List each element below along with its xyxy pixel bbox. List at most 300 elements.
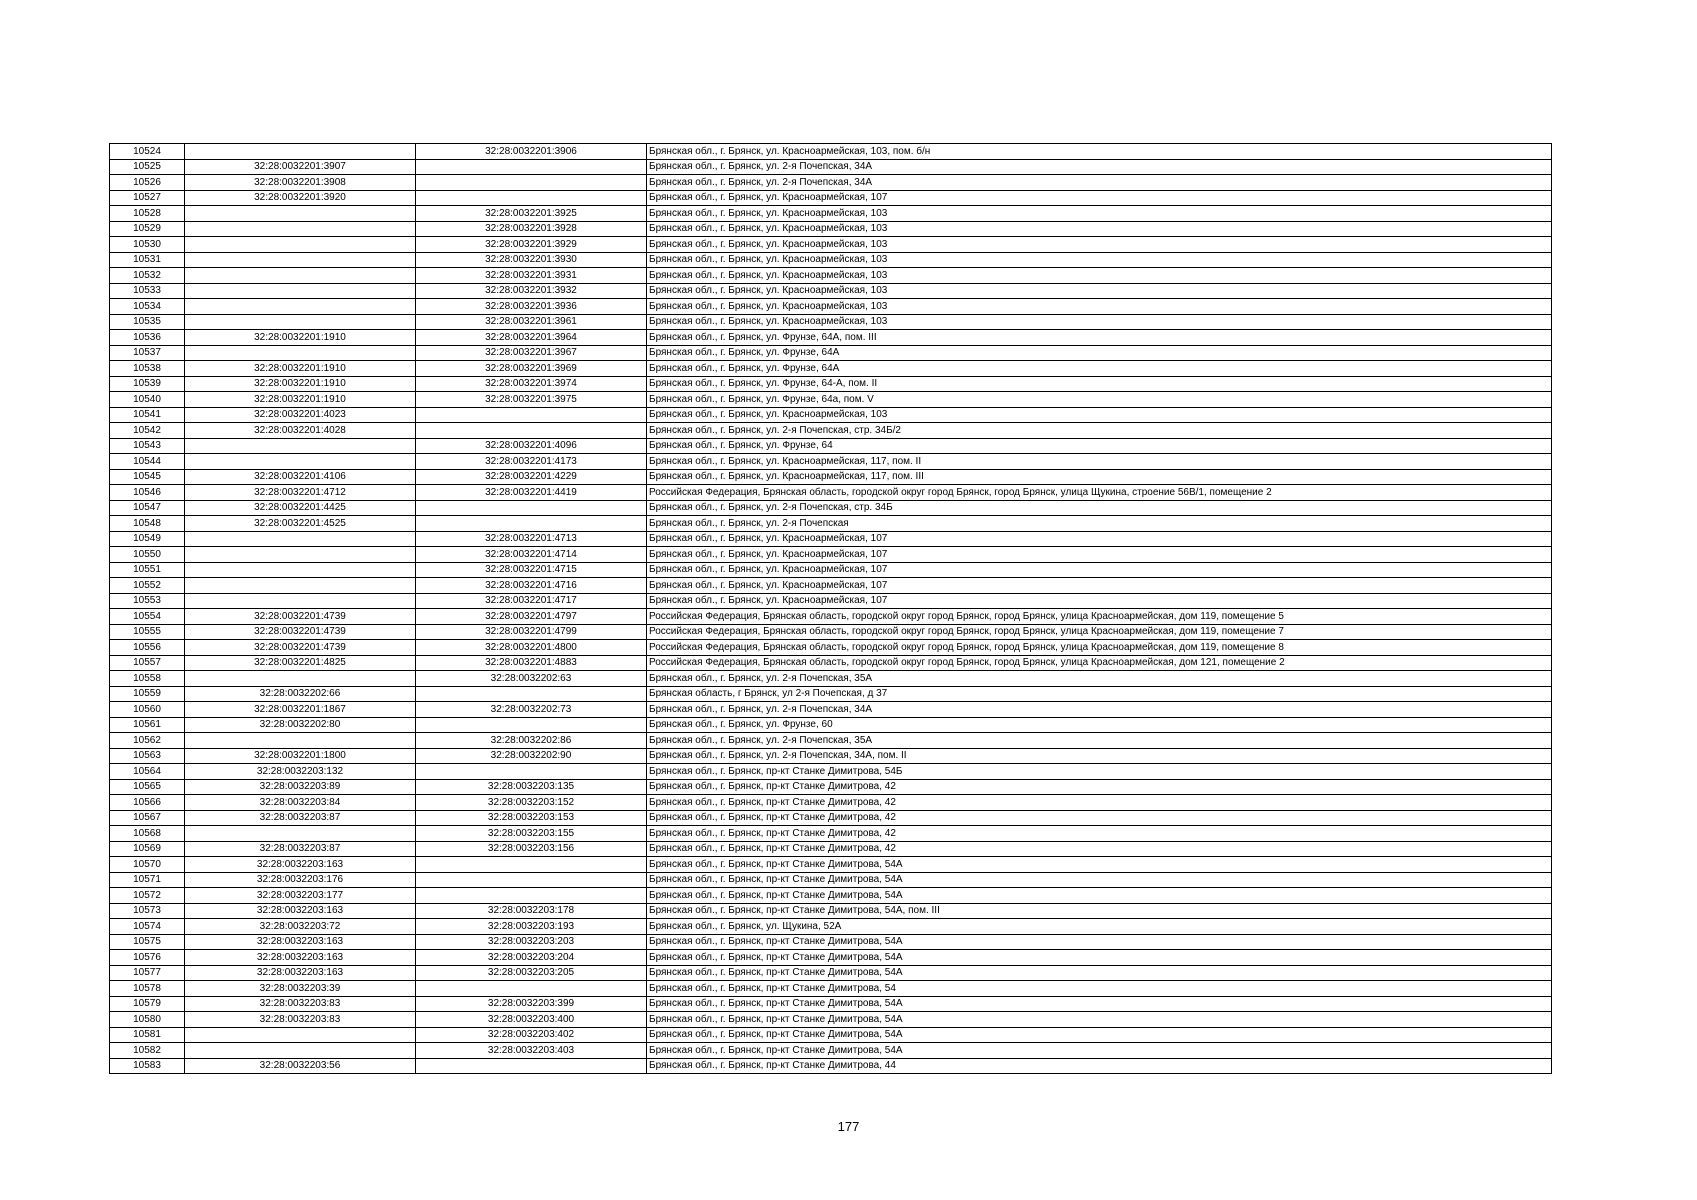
row-number-cell: 10537 bbox=[110, 345, 185, 361]
table-row bbox=[110, 686, 1552, 702]
row-number-cell: 10539 bbox=[110, 376, 185, 392]
row-number-cell: 10563 bbox=[110, 748, 185, 764]
row-number-cell: 10548 bbox=[110, 516, 185, 532]
row-number-cell: 10568 bbox=[110, 826, 185, 842]
object-cadastral-number-cell: 32:28:0032201:4883 bbox=[416, 655, 647, 671]
table-row bbox=[110, 593, 1552, 609]
object-cadastral-number-cell: 32:28:0032201:4716 bbox=[416, 578, 647, 594]
table-row bbox=[110, 717, 1552, 733]
table-row bbox=[110, 547, 1552, 563]
table-row bbox=[110, 748, 1552, 764]
address-cell: Брянская обл., г. Брянск, ул. Красноармейская, 103 bbox=[647, 283, 1552, 299]
table-row bbox=[110, 144, 1552, 160]
table-row bbox=[110, 578, 1552, 594]
address-cell: Брянская обл., г. Брянск, ул. Красноармейская, 117, пом. III bbox=[647, 469, 1552, 485]
table-row bbox=[110, 903, 1552, 919]
row-number-cell: 10543 bbox=[110, 438, 185, 454]
row-number-cell: 10549 bbox=[110, 531, 185, 547]
table-row bbox=[110, 562, 1552, 578]
row-number-cell: 10573 bbox=[110, 903, 185, 919]
table-row bbox=[110, 764, 1552, 780]
cadastral-number-cell: 32:28:0032203:176 bbox=[185, 872, 416, 888]
row-number-cell: 10581 bbox=[110, 1027, 185, 1043]
object-cadastral-number-cell: 32:28:0032201:3931 bbox=[416, 268, 647, 284]
table-row bbox=[110, 237, 1552, 253]
address-cell: Брянская обл., г. Брянск, ул. Красноармейская, 103 bbox=[647, 407, 1552, 423]
address-cell: Брянская обл., г. Брянск, ул. Красноармейская, 107 bbox=[647, 578, 1552, 594]
address-cell: Брянская обл., г. Брянск, ул. 2-я Почепская, стр. 34Б/2 bbox=[647, 423, 1552, 439]
row-number-cell: 10575 bbox=[110, 934, 185, 950]
object-cadastral-number-cell: 32:28:0032202:90 bbox=[416, 748, 647, 764]
row-number-cell: 10525 bbox=[110, 159, 185, 175]
object-cadastral-number-cell: 32:28:0032201:4800 bbox=[416, 640, 647, 656]
row-number-cell: 10530 bbox=[110, 237, 185, 253]
row-number-cell: 10571 bbox=[110, 872, 185, 888]
object-cadastral-number-cell: 32:28:0032203:155 bbox=[416, 826, 647, 842]
address-cell: Брянская обл., г. Брянск, ул. Фрунзе, 64А, пом. III bbox=[647, 330, 1552, 346]
cadastral-number-cell: 32:28:0032203:84 bbox=[185, 795, 416, 811]
object-cadastral-number-cell bbox=[416, 516, 647, 532]
object-cadastral-number-cell bbox=[416, 423, 647, 439]
table-row bbox=[110, 996, 1552, 1012]
cadastral-number-cell: 32:28:0032203:56 bbox=[185, 1058, 416, 1074]
cadastral-number-cell bbox=[185, 1027, 416, 1043]
table-row bbox=[110, 407, 1552, 423]
object-cadastral-number-cell bbox=[416, 500, 647, 516]
cadastral-number-cell: 32:28:0032201:3907 bbox=[185, 159, 416, 175]
table-row bbox=[110, 376, 1552, 392]
cadastral-number-cell: 32:28:0032201:4425 bbox=[185, 500, 416, 516]
cadastral-number-cell: 32:28:0032203:163 bbox=[185, 903, 416, 919]
object-cadastral-number-cell: 32:28:0032203:153 bbox=[416, 810, 647, 826]
cadastral-number-cell bbox=[185, 671, 416, 687]
address-cell: Брянская обл., г. Брянск, пр-кт Станке Димитрова, 42 bbox=[647, 841, 1552, 857]
address-cell: Брянская обл., г. Брянск, пр-кт Станке Димитрова, 54А bbox=[647, 1043, 1552, 1059]
object-cadastral-number-cell: 32:28:0032201:3967 bbox=[416, 345, 647, 361]
address-cell: Брянская обл., г. Брянск, пр-кт Станке Димитрова, 54А, пом. III bbox=[647, 903, 1552, 919]
table-row bbox=[110, 872, 1552, 888]
object-cadastral-number-cell bbox=[416, 888, 647, 904]
address-cell: Брянская обл., г. Брянск, ул. Фрунзе, 64а, пом. V bbox=[647, 392, 1552, 408]
row-number-cell: 10546 bbox=[110, 485, 185, 501]
page-number: 177 bbox=[837, 1119, 860, 1134]
row-number-cell: 10529 bbox=[110, 221, 185, 237]
table-row bbox=[110, 345, 1552, 361]
cadastral-number-cell bbox=[185, 299, 416, 315]
address-cell: Брянская обл., г. Брянск, пр-кт Станке Димитрова, 54Б bbox=[647, 764, 1552, 780]
address-cell: Брянская обл., г. Брянск, ул. Красноармейская, 103 bbox=[647, 237, 1552, 253]
row-number-cell: 10556 bbox=[110, 640, 185, 656]
address-cell: Брянская обл., г. Брянск, ул. Красноармейская, 103 bbox=[647, 314, 1552, 330]
table-row bbox=[110, 810, 1552, 826]
address-cell: Брянская обл., г. Брянск, ул. Фрунзе, 64 bbox=[647, 438, 1552, 454]
row-number-cell: 10536 bbox=[110, 330, 185, 346]
table-row bbox=[110, 981, 1552, 997]
cadastral-number-cell bbox=[185, 221, 416, 237]
object-cadastral-number-cell: 32:28:0032201:4714 bbox=[416, 547, 647, 563]
cadastral-number-cell: 32:28:0032201:4028 bbox=[185, 423, 416, 439]
object-cadastral-number-cell: 32:28:0032201:4229 bbox=[416, 469, 647, 485]
object-cadastral-number-cell: 32:28:0032203:135 bbox=[416, 779, 647, 795]
object-cadastral-number-cell: 32:28:0032203:178 bbox=[416, 903, 647, 919]
cadastral-number-cell bbox=[185, 578, 416, 594]
row-number-cell: 10545 bbox=[110, 469, 185, 485]
cadastral-number-cell: 32:28:0032202:66 bbox=[185, 686, 416, 702]
cadastral-number-cell bbox=[185, 237, 416, 253]
cadastral-number-cell bbox=[185, 547, 416, 563]
row-number-cell: 10541 bbox=[110, 407, 185, 423]
object-cadastral-number-cell bbox=[416, 857, 647, 873]
row-number-cell: 10570 bbox=[110, 857, 185, 873]
table-row bbox=[110, 888, 1552, 904]
object-cadastral-number-cell bbox=[416, 717, 647, 733]
row-number-cell: 10550 bbox=[110, 547, 185, 563]
row-number-cell: 10574 bbox=[110, 919, 185, 935]
cadastral-number-cell bbox=[185, 438, 416, 454]
table-row bbox=[110, 361, 1552, 377]
row-number-cell: 10583 bbox=[110, 1058, 185, 1074]
cadastral-number-cell: 32:28:0032201:3920 bbox=[185, 190, 416, 206]
address-cell: Брянская обл., г. Брянск, пр-кт Станке Димитрова, 54А bbox=[647, 872, 1552, 888]
row-number-cell: 10553 bbox=[110, 593, 185, 609]
table-row bbox=[110, 454, 1552, 470]
cadastral-number-cell: 32:28:0032201:4106 bbox=[185, 469, 416, 485]
cadastral-number-cell: 32:28:0032203:89 bbox=[185, 779, 416, 795]
address-cell: Брянская обл., г. Брянск, ул. Красноармейская, 107 bbox=[647, 547, 1552, 563]
table-row bbox=[110, 206, 1552, 222]
table-row bbox=[110, 500, 1552, 516]
object-cadastral-number-cell: 32:28:0032202:63 bbox=[416, 671, 647, 687]
cadastral-number-cell bbox=[185, 252, 416, 268]
row-number-cell: 10566 bbox=[110, 795, 185, 811]
cadastral-number-cell bbox=[185, 531, 416, 547]
address-cell: Брянская обл., г. Брянск, пр-кт Станке Димитрова, 54 bbox=[647, 981, 1552, 997]
cadastral-number-cell bbox=[185, 1043, 416, 1059]
address-cell: Брянская обл., г. Брянск, ул. Красноармейская, 107 bbox=[647, 531, 1552, 547]
row-number-cell: 10544 bbox=[110, 454, 185, 470]
cadastral-number-cell: 32:28:0032203:72 bbox=[185, 919, 416, 935]
address-cell: Брянская обл., г. Брянск, пр-кт Станке Димитрова, 54А bbox=[647, 965, 1552, 981]
object-cadastral-number-cell: 32:28:0032201:3936 bbox=[416, 299, 647, 315]
object-cadastral-number-cell: 32:28:0032201:4797 bbox=[416, 609, 647, 625]
cadastral-number-cell: 32:28:0032203:132 bbox=[185, 764, 416, 780]
object-cadastral-number-cell: 32:28:0032201:4096 bbox=[416, 438, 647, 454]
row-number-cell: 10527 bbox=[110, 190, 185, 206]
row-number-cell: 10547 bbox=[110, 500, 185, 516]
address-cell: Российская Федерация, Брянская область, городской округ город Брянск, город Брянск, улица Красноармейская, дом 119, помещение 7 bbox=[647, 624, 1552, 640]
row-number-cell: 10580 bbox=[110, 1012, 185, 1028]
registry-table-body bbox=[110, 144, 1552, 1074]
cadastral-number-cell: 32:28:0032203:163 bbox=[185, 965, 416, 981]
row-number-cell: 10561 bbox=[110, 717, 185, 733]
row-number-cell: 10538 bbox=[110, 361, 185, 377]
table-row bbox=[110, 671, 1552, 687]
table-row bbox=[110, 609, 1552, 625]
object-cadastral-number-cell: 32:28:0032203:152 bbox=[416, 795, 647, 811]
row-number-cell: 10542 bbox=[110, 423, 185, 439]
address-cell: Брянская обл., г. Брянск, пр-кт Станке Димитрова, 54А bbox=[647, 1027, 1552, 1043]
object-cadastral-number-cell: 32:28:0032201:4717 bbox=[416, 593, 647, 609]
cadastral-number-cell: 32:28:0032203:87 bbox=[185, 810, 416, 826]
address-cell: Брянская обл., г. Брянск, ул. Щукина, 52А bbox=[647, 919, 1552, 935]
address-cell: Брянская обл., г. Брянск, ул. Красноармейская, 103 bbox=[647, 252, 1552, 268]
row-number-cell: 10555 bbox=[110, 624, 185, 640]
cadastral-number-cell bbox=[185, 314, 416, 330]
object-cadastral-number-cell: 32:28:0032203:399 bbox=[416, 996, 647, 1012]
cadastral-number-cell: 32:28:0032203:87 bbox=[185, 841, 416, 857]
registry-table bbox=[109, 143, 1552, 1074]
cadastral-number-cell: 32:28:0032201:4825 bbox=[185, 655, 416, 671]
table-row bbox=[110, 423, 1552, 439]
row-number-cell: 10559 bbox=[110, 686, 185, 702]
table-row bbox=[110, 392, 1552, 408]
row-number-cell: 10579 bbox=[110, 996, 185, 1012]
object-cadastral-number-cell: 32:28:0032203:205 bbox=[416, 965, 647, 981]
table-row bbox=[110, 314, 1552, 330]
address-cell: Брянская обл., г. Брянск, пр-кт Станке Димитрова, 42 bbox=[647, 826, 1552, 842]
address-cell: Брянская обл., г. Брянск, ул. Фрунзе, 64А bbox=[647, 361, 1552, 377]
cadastral-number-cell: 32:28:0032201:4712 bbox=[185, 485, 416, 501]
cadastral-number-cell: 32:28:0032202:80 bbox=[185, 717, 416, 733]
cadastral-number-cell bbox=[185, 144, 416, 160]
table-row bbox=[110, 795, 1552, 811]
table-row bbox=[110, 779, 1552, 795]
table-row bbox=[110, 857, 1552, 873]
table-row bbox=[110, 841, 1552, 857]
address-cell: Брянская обл., г. Брянск, ул. 2-я Почепская, 35А bbox=[647, 733, 1552, 749]
object-cadastral-number-cell bbox=[416, 764, 647, 780]
object-cadastral-number-cell bbox=[416, 175, 647, 191]
table-row bbox=[110, 268, 1552, 284]
address-cell: Брянская обл., г. Брянск, пр-кт Станке Димитрова, 42 bbox=[647, 795, 1552, 811]
cadastral-number-cell: 32:28:0032203:83 bbox=[185, 996, 416, 1012]
cadastral-number-cell: 32:28:0032203:39 bbox=[185, 981, 416, 997]
cadastral-number-cell: 32:28:0032203:177 bbox=[185, 888, 416, 904]
cadastral-number-cell: 32:28:0032201:1910 bbox=[185, 376, 416, 392]
cadastral-number-cell bbox=[185, 593, 416, 609]
row-number-cell: 10564 bbox=[110, 764, 185, 780]
address-cell: Брянская обл., г. Брянск, ул. Фрунзе, 64А bbox=[647, 345, 1552, 361]
cadastral-number-cell: 32:28:0032201:1867 bbox=[185, 702, 416, 718]
table-row bbox=[110, 640, 1552, 656]
table-row bbox=[110, 531, 1552, 547]
table-row bbox=[110, 252, 1552, 268]
row-number-cell: 10565 bbox=[110, 779, 185, 795]
row-number-cell: 10534 bbox=[110, 299, 185, 315]
address-cell: Брянская обл., г. Брянск, ул. Красноармейская, 103 bbox=[647, 206, 1552, 222]
row-number-cell: 10552 bbox=[110, 578, 185, 594]
table-row bbox=[110, 469, 1552, 485]
address-cell: Брянская обл., г. Брянск, ул. Красноармейская, 107 bbox=[647, 593, 1552, 609]
cadastral-number-cell: 32:28:0032203:83 bbox=[185, 1012, 416, 1028]
object-cadastral-number-cell bbox=[416, 981, 647, 997]
cadastral-number-cell: 32:28:0032201:1910 bbox=[185, 392, 416, 408]
table-row bbox=[110, 934, 1552, 950]
address-cell: Брянская обл., г. Брянск, пр-кт Станке Димитрова, 42 bbox=[647, 810, 1552, 826]
table-row bbox=[110, 299, 1552, 315]
address-cell: Брянская обл., г. Брянск, ул. 2-я Почепская, 34А bbox=[647, 159, 1552, 175]
address-cell: Брянская обл., г. Брянск, ул. Красноармейская, 107 bbox=[647, 190, 1552, 206]
table-row bbox=[110, 190, 1552, 206]
object-cadastral-number-cell: 32:28:0032201:4715 bbox=[416, 562, 647, 578]
table-row bbox=[110, 283, 1552, 299]
cadastral-number-cell bbox=[185, 562, 416, 578]
address-cell: Брянская обл., г. Брянск, пр-кт Станке Димитрова, 54А bbox=[647, 934, 1552, 950]
table-row bbox=[110, 516, 1552, 532]
table-row bbox=[110, 624, 1552, 640]
cadastral-number-cell: 32:28:0032203:163 bbox=[185, 857, 416, 873]
address-cell: Брянская обл., г. Брянск, ул. Фрунзе, 60 bbox=[647, 717, 1552, 733]
address-cell: Брянская обл., г. Брянск, ул. Красноармейская, 103, пом. б/н bbox=[647, 144, 1552, 160]
cadastral-number-cell: 32:28:0032201:3908 bbox=[185, 175, 416, 191]
cadastral-number-cell: 32:28:0032201:1800 bbox=[185, 748, 416, 764]
object-cadastral-number-cell: 32:28:0032201:3975 bbox=[416, 392, 647, 408]
cadastral-number-cell bbox=[185, 268, 416, 284]
address-cell: Российская Федерация, Брянская область, городской округ город Брянск, город Брянск, улица Красноармейская, дом 119, помещение 8 bbox=[647, 640, 1552, 656]
object-cadastral-number-cell: 32:28:0032203:203 bbox=[416, 934, 647, 950]
object-cadastral-number-cell: 32:28:0032201:4419 bbox=[416, 485, 647, 501]
table-row bbox=[110, 159, 1552, 175]
table-row bbox=[110, 965, 1552, 981]
object-cadastral-number-cell: 32:28:0032201:3929 bbox=[416, 237, 647, 253]
address-cell: Российская Федерация, Брянская область, городской округ город Брянск, город Брянск, улица Красноармейская, дом 119, помещение 5 bbox=[647, 609, 1552, 625]
address-cell: Брянская обл., г. Брянск, пр-кт Станке Димитрова, 42 bbox=[647, 779, 1552, 795]
address-cell: Брянская обл., г. Брянск, ул. 2-я Почепская, 34А bbox=[647, 702, 1552, 718]
object-cadastral-number-cell: 32:28:0032201:3964 bbox=[416, 330, 647, 346]
object-cadastral-number-cell: 32:28:0032203:403 bbox=[416, 1043, 647, 1059]
cadastral-number-cell: 32:28:0032201:1910 bbox=[185, 361, 416, 377]
table-row bbox=[110, 1027, 1552, 1043]
address-cell: Брянская обл., г. Брянск, пр-кт Станке Димитрова, 54А bbox=[647, 888, 1552, 904]
row-number-cell: 10526 bbox=[110, 175, 185, 191]
object-cadastral-number-cell: 32:28:0032201:3932 bbox=[416, 283, 647, 299]
row-number-cell: 10554 bbox=[110, 609, 185, 625]
table-row bbox=[110, 1058, 1552, 1074]
object-cadastral-number-cell: 32:28:0032203:156 bbox=[416, 841, 647, 857]
object-cadastral-number-cell: 32:28:0032203:193 bbox=[416, 919, 647, 935]
address-cell: Брянская обл., г. Брянск, ул. Красноармейская, 103 bbox=[647, 299, 1552, 315]
cadastral-number-cell: 32:28:0032201:4525 bbox=[185, 516, 416, 532]
object-cadastral-number-cell: 32:28:0032203:402 bbox=[416, 1027, 647, 1043]
row-number-cell: 10582 bbox=[110, 1043, 185, 1059]
object-cadastral-number-cell bbox=[416, 190, 647, 206]
table-row bbox=[110, 330, 1552, 346]
object-cadastral-number-cell: 32:28:0032201:3961 bbox=[416, 314, 647, 330]
row-number-cell: 10532 bbox=[110, 268, 185, 284]
cadastral-number-cell: 32:28:0032201:4739 bbox=[185, 640, 416, 656]
object-cadastral-number-cell: 32:28:0032201:4799 bbox=[416, 624, 647, 640]
address-cell: Российская Федерация, Брянская область, городской округ город Брянск, город Брянск, улица Красноармейская, дом 121, помещение 2 bbox=[647, 655, 1552, 671]
address-cell: Брянская обл., г. Брянск, ул. Красноармейская, 117, пом. II bbox=[647, 454, 1552, 470]
table-row bbox=[110, 919, 1552, 935]
cadastral-number-cell bbox=[185, 345, 416, 361]
address-cell: Брянская обл., г. Брянск, ул. 2-я Почепская, стр. 34Б bbox=[647, 500, 1552, 516]
row-number-cell: 10524 bbox=[110, 144, 185, 160]
row-number-cell: 10540 bbox=[110, 392, 185, 408]
cadastral-number-cell: 32:28:0032203:163 bbox=[185, 950, 416, 966]
row-number-cell: 10567 bbox=[110, 810, 185, 826]
table-row bbox=[110, 655, 1552, 671]
address-cell: Брянская обл., г. Брянск, ул. Красноармейская, 103 bbox=[647, 268, 1552, 284]
address-cell: Брянская обл., г. Брянск, ул. 2-я Почепская, 35А bbox=[647, 671, 1552, 687]
object-cadastral-number-cell bbox=[416, 686, 647, 702]
row-number-cell: 10578 bbox=[110, 981, 185, 997]
row-number-cell: 10551 bbox=[110, 562, 185, 578]
address-cell: Брянская область, г Брянск, ул 2-я Почепская, д 37 bbox=[647, 686, 1552, 702]
cadastral-number-cell bbox=[185, 826, 416, 842]
row-number-cell: 10557 bbox=[110, 655, 185, 671]
address-cell: Брянская обл., г. Брянск, пр-кт Станке Димитрова, 54А bbox=[647, 857, 1552, 873]
address-cell: Брянская обл., г. Брянск, пр-кт Станке Димитрова, 54А bbox=[647, 996, 1552, 1012]
object-cadastral-number-cell: 32:28:0032201:3974 bbox=[416, 376, 647, 392]
address-cell: Брянская обл., г. Брянск, ул. Красноармейская, 103 bbox=[647, 221, 1552, 237]
row-number-cell: 10535 bbox=[110, 314, 185, 330]
table-row bbox=[110, 733, 1552, 749]
table-row bbox=[110, 702, 1552, 718]
object-cadastral-number-cell: 32:28:0032203:204 bbox=[416, 950, 647, 966]
table-row bbox=[110, 950, 1552, 966]
object-cadastral-number-cell: 32:28:0032202:73 bbox=[416, 702, 647, 718]
object-cadastral-number-cell: 32:28:0032201:3928 bbox=[416, 221, 647, 237]
table-row bbox=[110, 221, 1552, 237]
row-number-cell: 10572 bbox=[110, 888, 185, 904]
object-cadastral-number-cell: 32:28:0032201:3906 bbox=[416, 144, 647, 160]
cadastral-number-cell bbox=[185, 454, 416, 470]
cadastral-number-cell bbox=[185, 206, 416, 222]
cadastral-number-cell: 32:28:0032201:1910 bbox=[185, 330, 416, 346]
cadastral-number-cell bbox=[185, 733, 416, 749]
cadastral-number-cell bbox=[185, 283, 416, 299]
object-cadastral-number-cell: 32:28:0032203:400 bbox=[416, 1012, 647, 1028]
row-number-cell: 10528 bbox=[110, 206, 185, 222]
cadastral-number-cell: 32:28:0032201:4739 bbox=[185, 624, 416, 640]
object-cadastral-number-cell bbox=[416, 159, 647, 175]
object-cadastral-number-cell: 32:28:0032201:4173 bbox=[416, 454, 647, 470]
object-cadastral-number-cell: 32:28:0032201:3925 bbox=[416, 206, 647, 222]
address-cell: Брянская обл., г. Брянск, ул. 2-я Почепская, 34А bbox=[647, 175, 1552, 191]
row-number-cell: 10576 bbox=[110, 950, 185, 966]
table-row bbox=[110, 1012, 1552, 1028]
row-number-cell: 10558 bbox=[110, 671, 185, 687]
row-number-cell: 10533 bbox=[110, 283, 185, 299]
table-row bbox=[110, 485, 1552, 501]
object-cadastral-number-cell: 32:28:0032201:4713 bbox=[416, 531, 647, 547]
address-cell: Брянская обл., г. Брянск, пр-кт Станке Димитрова, 44 bbox=[647, 1058, 1552, 1074]
address-cell: Российская Федерация, Брянская область, городской округ город Брянск, город Брянск, улица Щукина, строение 56В/1, помещение 2 bbox=[647, 485, 1552, 501]
table-row bbox=[110, 438, 1552, 454]
object-cadastral-number-cell: 32:28:0032201:3930 bbox=[416, 252, 647, 268]
object-cadastral-number-cell: 32:28:0032201:3969 bbox=[416, 361, 647, 377]
object-cadastral-number-cell: 32:28:0032202:86 bbox=[416, 733, 647, 749]
row-number-cell: 10560 bbox=[110, 702, 185, 718]
cadastral-number-cell: 32:28:0032203:163 bbox=[185, 934, 416, 950]
table-row bbox=[110, 826, 1552, 842]
address-cell: Брянская обл., г. Брянск, ул. Красноармейская, 107 bbox=[647, 562, 1552, 578]
address-cell: Брянская обл., г. Брянск, ул. 2-я Почепская, 34А, пом. II bbox=[647, 748, 1552, 764]
row-number-cell: 10562 bbox=[110, 733, 185, 749]
address-cell: Брянская обл., г. Брянск, ул. Фрунзе, 64-А, пом. II bbox=[647, 376, 1552, 392]
address-cell: Брянская обл., г. Брянск, пр-кт Станке Димитрова, 54А bbox=[647, 950, 1552, 966]
row-number-cell: 10569 bbox=[110, 841, 185, 857]
address-cell: Брянская обл., г. Брянск, пр-кт Станке Димитрова, 54А bbox=[647, 1012, 1552, 1028]
cadastral-number-cell: 32:28:0032201:4023 bbox=[185, 407, 416, 423]
object-cadastral-number-cell bbox=[416, 872, 647, 888]
address-cell: Брянская обл., г. Брянск, ул. 2-я Почепская bbox=[647, 516, 1552, 532]
row-number-cell: 10531 bbox=[110, 252, 185, 268]
object-cadastral-number-cell bbox=[416, 1058, 647, 1074]
table-row bbox=[110, 1043, 1552, 1059]
object-cadastral-number-cell bbox=[416, 407, 647, 423]
